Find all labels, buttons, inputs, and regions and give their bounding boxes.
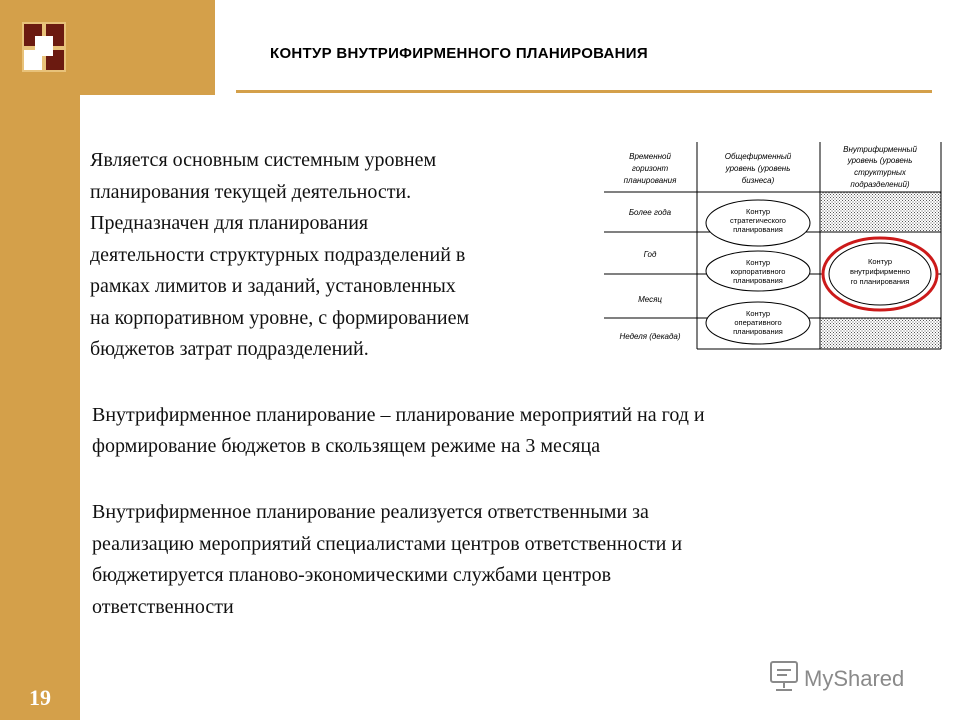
row-label: Месяц	[638, 295, 662, 304]
text-line: формирование бюджетов в скользящем режиме на 3 месяца	[92, 435, 601, 457]
text-line: Внутрифирменное планирование – планирование мероприятий на год и	[92, 404, 705, 426]
dotted-cell	[820, 192, 941, 232]
highlight-label: го планирования	[850, 277, 910, 286]
highlight-label: Контур	[867, 257, 893, 266]
ellipse-label: Контур	[745, 258, 771, 267]
header-col1: планирования	[623, 176, 677, 185]
header-col3: уровень (уровень	[847, 156, 913, 165]
text-line: Является основным системным уровнем	[90, 149, 437, 171]
ellipse-label: корпоративного	[730, 267, 786, 276]
text-line: бюджетируется планово-экономическими службами центров	[92, 564, 612, 586]
watermark	[768, 658, 928, 698]
ellipse-label: стратегического	[730, 216, 786, 225]
header-col2: бизнеса)	[741, 176, 775, 185]
row-label: Более года	[628, 208, 672, 217]
paragraph-definition	[92, 400, 942, 462]
text-line: рамках лимитов и заданий, установленных	[90, 275, 456, 297]
ellipse-label: планирования	[733, 327, 783, 336]
text-line: Внутрифирменное планирование реализуется ответственными за	[92, 501, 649, 523]
text-line: деятельности структурных подразделений в	[90, 243, 466, 266]
paragraph-implementation	[92, 497, 942, 623]
presentation-icon	[771, 662, 797, 690]
planning-diagram	[602, 140, 947, 358]
slide-title: КОНТУР ВНУТРИФИРМЕННОГО ПЛАНИРОВАНИЯ	[270, 45, 648, 62]
text-line: Предназначен для планирования	[90, 212, 369, 234]
header-col2: Общефирменный	[724, 152, 792, 161]
ellipse-label: Контур	[745, 207, 771, 216]
text-line: бюджетов затрат подразделений.	[90, 338, 369, 360]
ellipse-label: оперативного	[734, 318, 782, 327]
header-col2: уровень (уровень	[725, 164, 791, 173]
ellipse-label: планирования	[733, 276, 783, 285]
dotted-cell	[820, 318, 941, 349]
watermark-text: MyShared	[804, 666, 905, 691]
header-col3: структурных	[854, 168, 906, 177]
header-col1: горизонт	[631, 164, 669, 173]
highlight-label: внутрифирменно	[850, 267, 910, 276]
header-col3: Внутрифирменный	[843, 145, 917, 154]
left-sidebar	[0, 0, 80, 720]
text-line: на корпоративном уровне, с формированием	[90, 306, 470, 329]
row-label: Год	[643, 250, 657, 259]
ellipse-label: Контур	[745, 309, 771, 318]
page-number: 19	[29, 685, 51, 710]
text-line: планирования текущей деятельности.	[90, 180, 412, 203]
row-label: Неделя (декада)	[619, 332, 681, 341]
paragraph-intro	[90, 145, 610, 366]
text-line: ответственности	[92, 595, 234, 618]
logo-icon	[22, 22, 66, 72]
header-col3: подразделений)	[850, 180, 910, 189]
title-underline	[236, 90, 932, 93]
text-line: реализацию мероприятий специалистами центров ответственности и	[92, 532, 683, 555]
ellipse-label: планирования	[733, 225, 783, 234]
header-col1: Временной	[629, 152, 671, 161]
